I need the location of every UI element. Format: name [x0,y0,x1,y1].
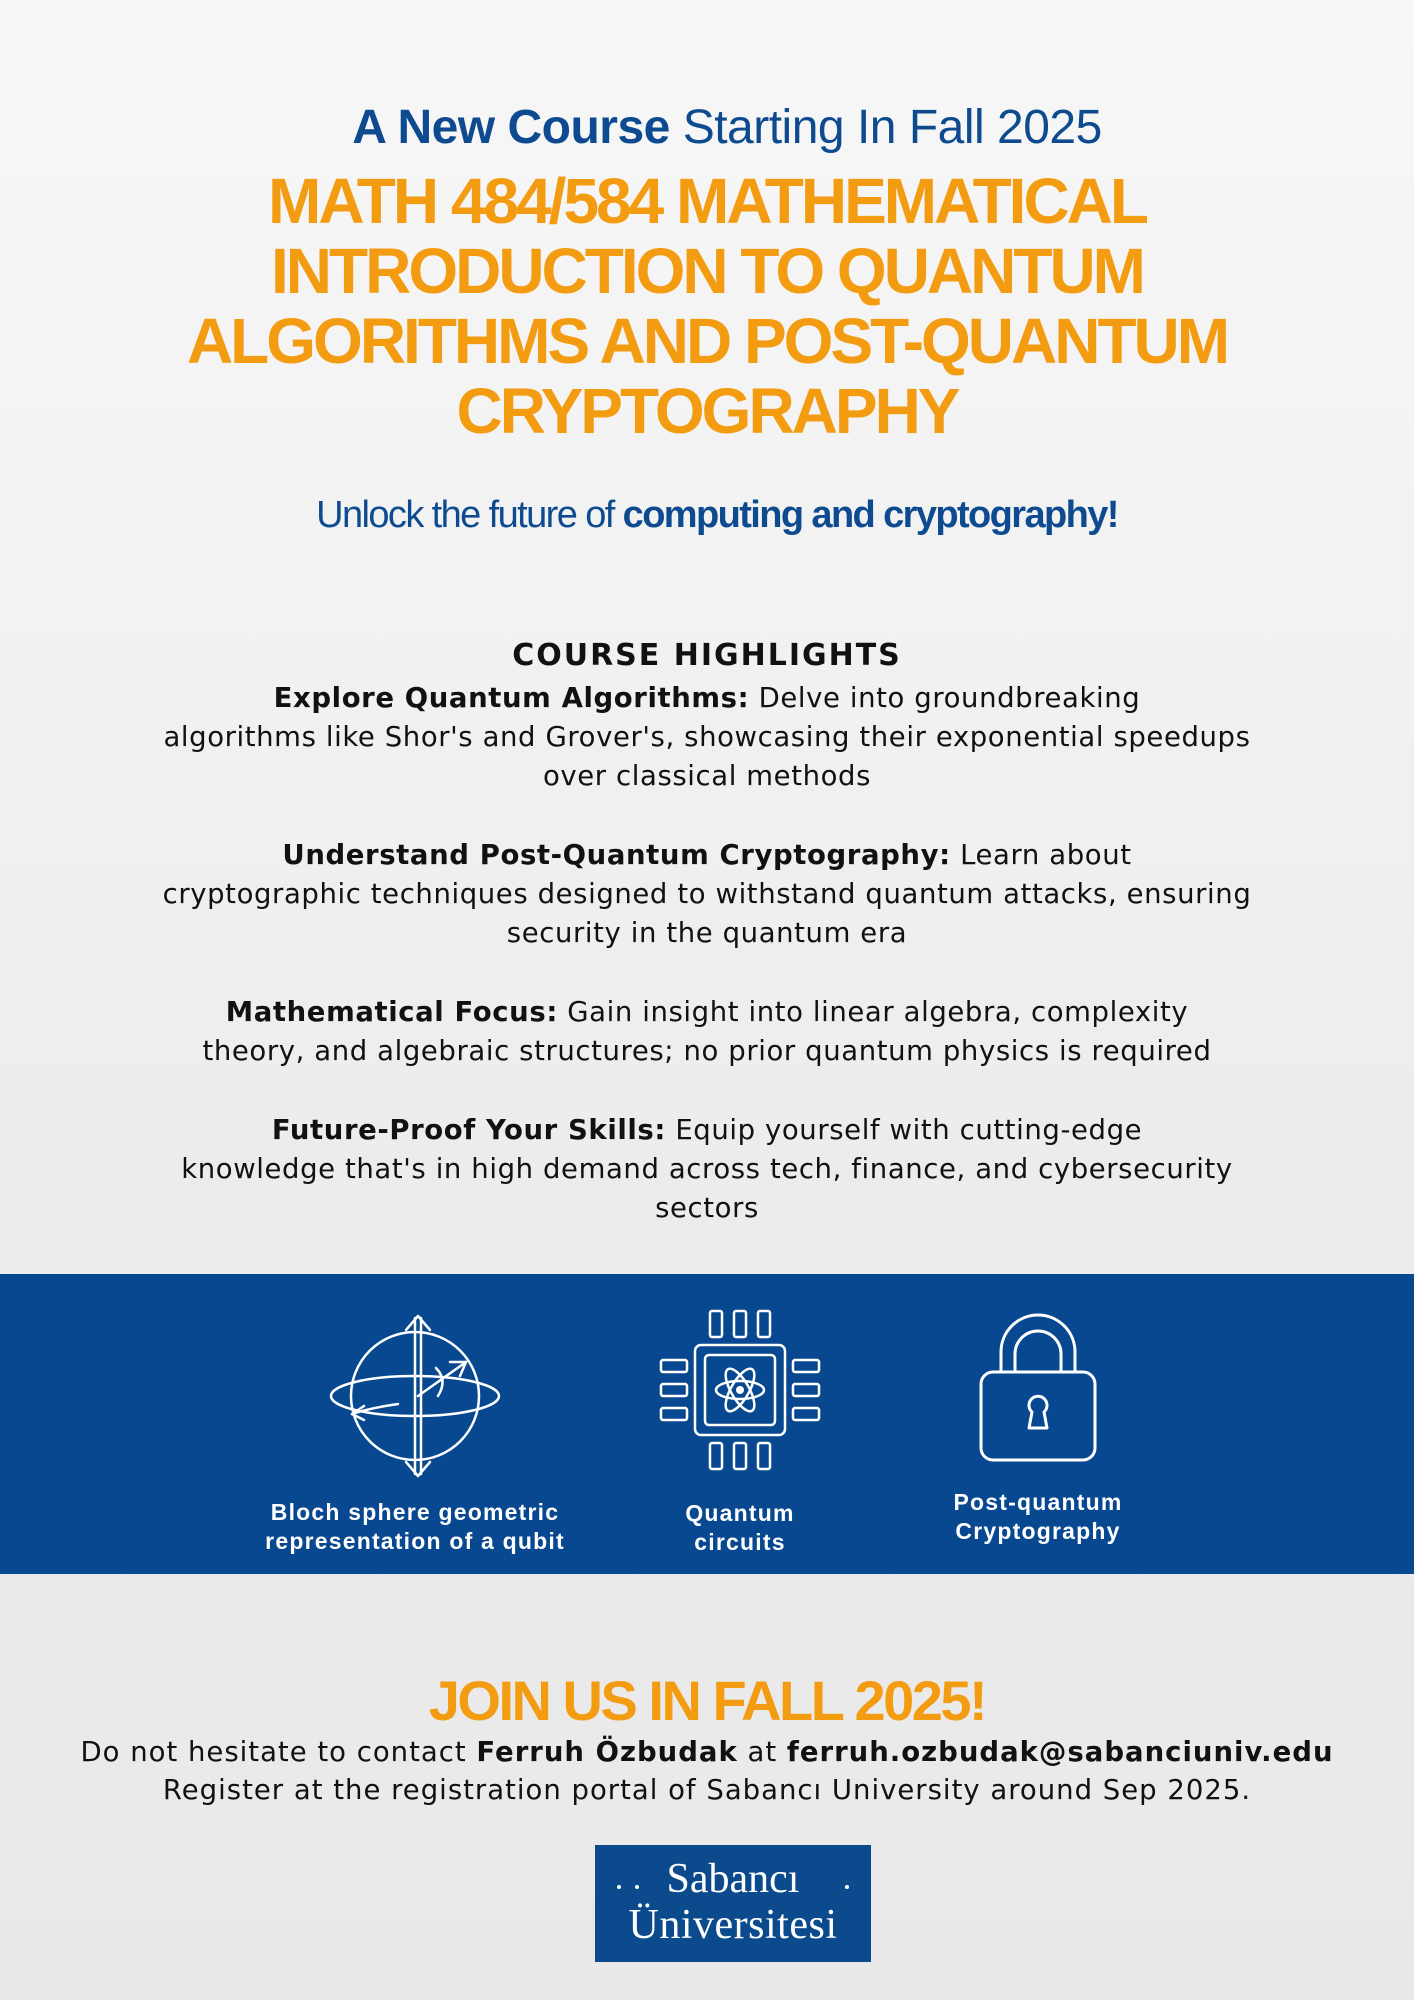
pre-title-rest: Starting In Fall 2025 [682,101,1102,154]
highlights-heading: COURSE HIGHLIGHTS [512,638,902,673]
highlight-title: Explore Quantum Algorithms: [273,682,750,714]
contact-pre: Do not hesitate to contact [80,1736,467,1768]
bloch-sphere-icon [320,1304,510,1494]
course-title-line: INTRODUCTION TO QUANTUM [271,235,1143,307]
highlight-text: theory, and algebraic structures; no prior quantum physics is required [202,1035,1212,1067]
feature-caption: Post-quantum [953,1489,1123,1515]
register-note: Register at the registration portal of Sabancı University around Sep 2025. [162,1774,1252,1806]
course-highlights [107,637,1307,1268]
feature-band [0,1274,1414,1574]
highlight-title: Understand Post-Quantum Cryptography: [282,839,951,871]
highlight-text: knowledge that's in high demand across tech, finance, and cybersecurity [181,1153,1233,1185]
highlight-text: over classical methods [542,760,872,792]
tagline-bold: computing and cryptography! [622,494,1118,536]
highlight-title: Mathematical Focus: [225,996,558,1028]
feature-bloch-sphere [240,1274,590,1556]
highlight-text: Equip yourself with cutting-edge [675,1114,1143,1146]
padlock-icon [973,1308,1103,1468]
pre-title-bold: A New Course [352,101,670,154]
highlight-text: Learn about [960,839,1132,871]
contact-at: at [747,1736,778,1768]
university-logo [595,1845,871,1962]
highlight-item [107,1111,1307,1228]
course-title [107,166,1307,446]
tagline-plain: Unlock the future of [316,494,614,536]
contact-name: Ferruh Özbudak [476,1736,738,1768]
pre-title [0,100,1414,155]
highlight-title: Future-Proof Your Skills: [271,1114,666,1146]
highlight-item [107,836,1307,953]
highlight-text: Delve into groundbreaking [758,682,1141,714]
contact-info [0,1733,1414,1809]
course-title-line: MATH 484/584 MATHEMATICAL [268,165,1146,237]
feature-caption: Quantum [685,1500,795,1526]
logo-line-2: Üniversitesi [628,1902,838,1948]
highlight-text: sectors [655,1192,759,1224]
feature-caption: Cryptography [955,1518,1121,1544]
feature-post-quantum [908,1274,1168,1546]
highlight-text: Gain insight into linear algebra, complexity [567,996,1189,1028]
highlight-item [107,679,1307,796]
join-banner: JOIN US IN FALL 2025! [428,1669,986,1732]
highlight-item [107,993,1307,1071]
contact-email-link[interactable]: ferruh.ozbudak@sabanciuniv.edu [786,1736,1334,1768]
highlight-text: security in the quantum era [506,917,908,949]
course-title-line: CRYPTOGRAPHY [456,375,958,447]
highlight-text: cryptographic techniques designed to withstand quantum attacks, ensuring [162,878,1252,910]
feature-caption: Bloch sphere geometric [270,1499,560,1525]
logo-line-1: Sabancı [666,1856,800,1902]
feature-quantum-circuits [640,1274,840,1557]
feature-caption: circuits [694,1529,786,1555]
quantum-chip-icon [655,1305,825,1475]
course-title-line: ALGORITHMS AND POST-QUANTUM [186,305,1228,377]
tagline [0,494,1414,537]
highlight-text: algorithms like Shor's and Grover's, showcasing their exponential speedups [163,721,1251,753]
feature-caption: representation of a qubit [265,1528,565,1554]
